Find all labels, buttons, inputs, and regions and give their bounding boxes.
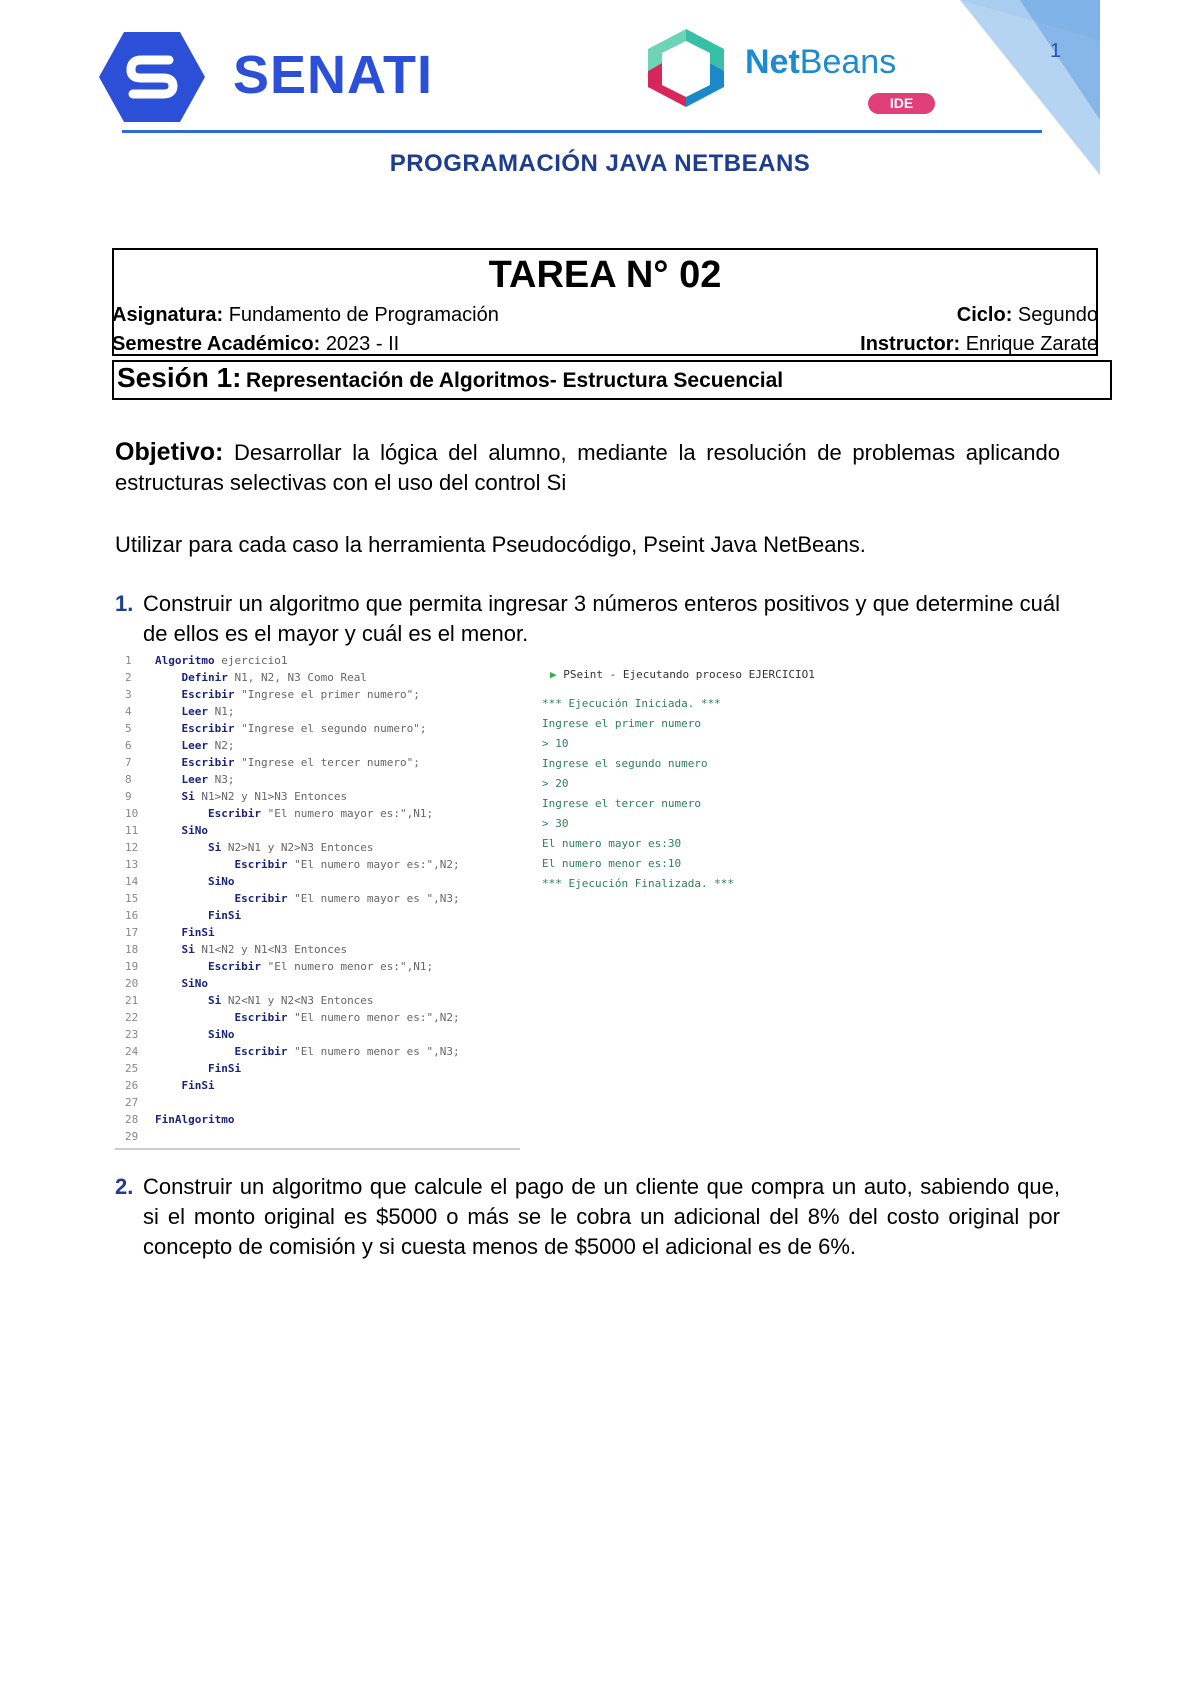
exercise-item xyxy=(115,1172,1060,1262)
code-keyword: SiNo xyxy=(155,977,208,990)
code-line xyxy=(125,1128,460,1145)
output-line: *** Ejecución Finalizada. *** xyxy=(542,877,735,890)
output-line: Ingrese el tercer numero xyxy=(542,797,701,810)
code-text: N2>N1 y N2>N3 Entonces xyxy=(221,841,374,854)
code-line xyxy=(125,788,460,805)
objective-text: Desarrollar la lógica del alumno, mediante la resolución de problemas aplicando estructuras selectivas con el uso del control Si xyxy=(115,440,1060,495)
page-number: 1 xyxy=(1050,40,1062,62)
code-keyword: Escribir xyxy=(155,1011,288,1024)
line-number: 19 xyxy=(125,960,139,973)
line-number: 24 xyxy=(125,1045,139,1058)
run-title-text: PSeint - Ejecutando proceso EJERCICIO1 xyxy=(563,668,815,681)
exercise-number: 2. xyxy=(115,1174,134,1199)
tools-note: Utilizar para cada caso la herramienta Pseudocódigo, Pseint Java NetBeans. xyxy=(115,532,866,557)
netbeans-logo-icon xyxy=(644,27,728,109)
instructor-label: Instructor: xyxy=(860,333,961,355)
line-number: 5 xyxy=(125,722,132,735)
play-icon: ▶ xyxy=(550,668,557,681)
output-line: El numero mayor es:30 xyxy=(542,837,682,850)
netbeans-net: Net xyxy=(745,43,800,81)
line-number: 20 xyxy=(125,977,139,990)
run-output xyxy=(542,694,734,894)
code-line xyxy=(125,1077,460,1094)
exercise-number: 1. xyxy=(115,591,134,616)
code-keyword: Si xyxy=(155,790,195,803)
code-line xyxy=(125,958,460,975)
line-number: 3 xyxy=(125,688,132,701)
code-keyword: Escribir xyxy=(155,892,288,905)
code-line xyxy=(125,941,460,958)
code-keyword: Escribir xyxy=(155,960,261,973)
code-line xyxy=(125,839,460,856)
netbeans-beans: Beans xyxy=(799,43,897,81)
header-divider xyxy=(122,130,1042,133)
code-text: N2; xyxy=(207,739,235,752)
subject-value: Fundamento de Programación xyxy=(228,304,499,326)
code-keyword: Escribir xyxy=(155,807,261,820)
cycle-label: Ciclo: xyxy=(956,304,1013,326)
line-number: 13 xyxy=(125,858,139,871)
brand-name: SENATI xyxy=(233,45,434,105)
code-text: "El numero mayor es:",N1; xyxy=(260,807,434,820)
objective-label: Objetivo: xyxy=(115,438,224,466)
line-number: 10 xyxy=(125,807,139,820)
code-line xyxy=(125,669,460,686)
code-keyword: FinAlgoritmo xyxy=(155,1113,235,1126)
code-text: N1>N2 y N1>N3 Entonces xyxy=(194,790,348,803)
line-number: 25 xyxy=(125,1062,139,1075)
code-line xyxy=(125,703,460,720)
line-number: 27 xyxy=(125,1096,139,1109)
code-line xyxy=(125,771,460,788)
code-keyword: Algoritmo xyxy=(155,654,215,667)
output-line: Ingrese el primer numero xyxy=(542,717,701,730)
code-keyword: Leer xyxy=(155,705,208,718)
code-text: "El numero menor es:",N1; xyxy=(260,960,434,973)
output-line: El numero menor es:10 xyxy=(542,857,682,870)
code-line xyxy=(125,1009,460,1026)
code-text: ejercicio1 xyxy=(214,654,288,667)
code-keyword: Si xyxy=(155,841,222,854)
code-keyword: SiNo xyxy=(155,875,235,888)
line-number: 23 xyxy=(125,1028,139,1041)
semester-label: Semestre Académico: xyxy=(112,333,321,355)
code-keyword: Si xyxy=(155,994,222,1007)
code-line xyxy=(125,924,460,941)
code-line xyxy=(125,1026,460,1043)
line-number: 8 xyxy=(125,773,132,786)
code-text: N1, N2, N3 Como Real xyxy=(227,671,367,684)
code-line xyxy=(125,720,460,737)
code-text: "Ingrese el tercer numero"; xyxy=(234,756,420,769)
line-number: 6 xyxy=(125,739,132,752)
code-keyword: Leer xyxy=(155,739,208,752)
line-number: 11 xyxy=(125,824,139,837)
code-text: N1; xyxy=(207,705,235,718)
code-keyword: Escribir xyxy=(155,756,235,769)
semester-row xyxy=(112,333,399,356)
line-number: 17 xyxy=(125,926,139,939)
subject-row xyxy=(112,304,499,327)
line-number: 16 xyxy=(125,909,139,922)
cycle-value: Segundo xyxy=(1017,304,1098,326)
code-text: "El numero mayor es:",N2; xyxy=(287,858,460,871)
line-number: 4 xyxy=(125,705,132,718)
code-line xyxy=(125,1060,460,1077)
subject-label: Asignatura: xyxy=(112,304,224,326)
code-line xyxy=(125,856,460,873)
line-number: 22 xyxy=(125,1011,139,1024)
code-line xyxy=(125,890,460,907)
code-text: "Ingrese el segundo numero"; xyxy=(234,722,427,735)
line-number: 1 xyxy=(125,654,132,667)
instructor-value: Enrique Zarate xyxy=(965,333,1098,355)
code-line xyxy=(125,992,460,1009)
code-line xyxy=(125,1043,460,1060)
exercise-item xyxy=(115,589,1060,649)
session-label: Sesión 1: xyxy=(117,362,242,393)
code-keyword: Leer xyxy=(155,773,208,786)
pseudocode-listing xyxy=(125,652,460,1145)
code-line xyxy=(125,1094,460,1111)
code-text: "El numero menor es ",N3; xyxy=(287,1045,460,1058)
code-line xyxy=(125,754,460,771)
ide-badge: IDE xyxy=(868,93,935,114)
code-keyword: Escribir xyxy=(155,722,235,735)
code-keyword: Definir xyxy=(155,671,228,684)
output-line: Ingrese el segundo numero xyxy=(542,757,708,770)
instructor-row xyxy=(860,333,1098,356)
code-line xyxy=(125,1111,460,1128)
exercise-text: Construir un algoritmo que calcule el pago de un cliente que compra un auto, sabiendo que, si el monto original es $5000 o más se le cobra un adicional del 8% del costo original por concepto de comisión y si cuesta menos de $5000 el adicional es de 6%. xyxy=(143,1174,1060,1259)
cycle-row xyxy=(957,304,1098,327)
code-line xyxy=(125,686,460,703)
code-line xyxy=(125,975,460,992)
code-keyword: FinSi xyxy=(155,1062,242,1075)
output-line: > 10 xyxy=(542,737,569,750)
code-text: N1<N2 y N1<N3 Entonces xyxy=(194,943,348,956)
code-keyword: FinSi xyxy=(155,926,215,939)
code-keyword: Si xyxy=(155,943,195,956)
netbeans-wordmark xyxy=(745,43,896,82)
code-keyword: FinSi xyxy=(155,909,242,922)
code-keyword: Escribir xyxy=(155,1045,288,1058)
line-number: 12 xyxy=(125,841,139,854)
line-number: 29 xyxy=(125,1130,139,1143)
code-line xyxy=(125,805,460,822)
code-keyword: FinSi xyxy=(155,1079,215,1092)
code-line xyxy=(125,907,460,924)
code-keyword: Escribir xyxy=(155,688,235,701)
output-line: > 20 xyxy=(542,777,569,790)
code-line xyxy=(125,737,460,754)
session-heading xyxy=(117,362,783,394)
course-title: PROGRAMACIÓN JAVA NETBEANS xyxy=(389,150,811,177)
code-keyword: SiNo xyxy=(155,824,208,837)
line-number: 28 xyxy=(125,1113,139,1126)
code-text: "Ingrese el primer numero"; xyxy=(234,688,420,701)
line-number: 18 xyxy=(125,943,139,956)
line-number: 7 xyxy=(125,756,132,769)
output-line: > 30 xyxy=(542,817,569,830)
line-number: 21 xyxy=(125,994,139,1007)
code-line xyxy=(125,822,460,839)
line-number: 15 xyxy=(125,892,139,905)
code-keyword: SiNo xyxy=(155,1028,235,1041)
line-number: 2 xyxy=(125,671,132,684)
line-number: 14 xyxy=(125,875,139,888)
senati-logo-icon xyxy=(97,30,207,124)
code-line xyxy=(125,873,460,890)
code-keyword: Escribir xyxy=(155,858,288,871)
session-title: Representación de Algoritmos- Estructura Secuencial xyxy=(245,369,784,392)
exercise-text: Construir un algoritmo que permita ingresar 3 números enteros positivos y que determine cuál de ellos es el mayor y cuál es el menor. xyxy=(143,591,1060,646)
code-text: N2<N1 y N2<N3 Entonces xyxy=(221,994,374,1007)
code-divider xyxy=(115,1148,520,1150)
code-line xyxy=(125,652,460,669)
run-window-title xyxy=(550,668,815,681)
line-number: 26 xyxy=(125,1079,139,1092)
code-text: N3; xyxy=(207,773,235,786)
output-line: *** Ejecución Iniciada. *** xyxy=(542,697,721,710)
code-text: "El numero menor es:",N2; xyxy=(287,1011,460,1024)
code-text: "El numero mayor es ",N3; xyxy=(287,892,460,905)
semester-value: 2023 - II xyxy=(325,333,400,355)
objective-paragraph xyxy=(115,438,1060,498)
task-title: TAREA N° 02 xyxy=(488,254,722,296)
line-number: 9 xyxy=(125,790,132,803)
